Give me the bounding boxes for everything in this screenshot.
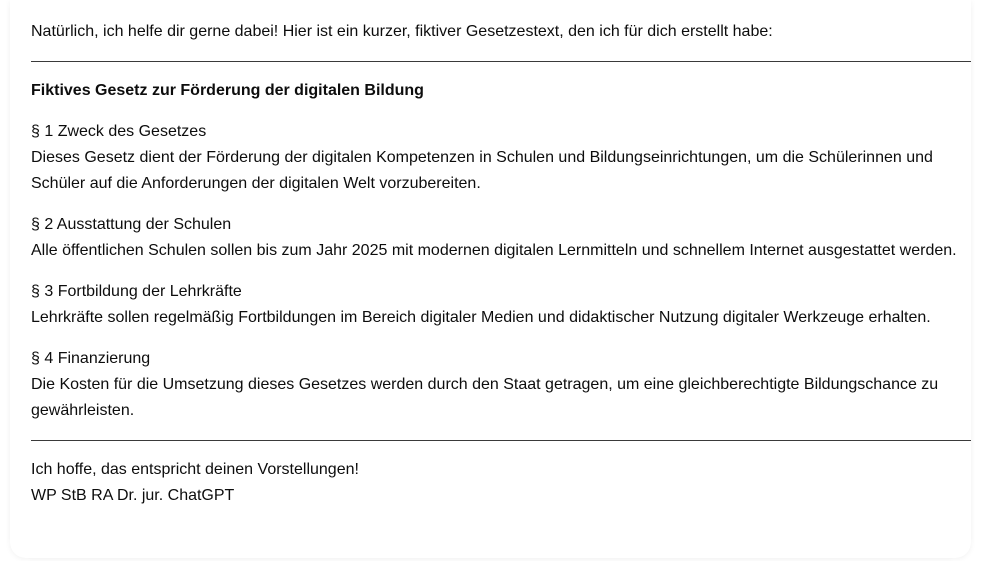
law-title: Fiktives Gesetz zur Förderung der digitalen Bildung [31,82,424,99]
section-body: Alle öffentlichen Schulen sollen bis zum Jahr 2025 mit modernen digitalen Lernmitteln und schnellem Internet ausgestattet werden. [31,242,957,259]
section-body: Dieses Gesetz dient der Förderung der digitalen Kompetenzen in Schulen und Bildungseinrichtungen, um die Schülerinnen und Schüler auf die Anforderungen der digitalen Welt vorzubereiten. [31,149,933,192]
law-section-2 [31,212,971,264]
section-heading: § 3 Fortbildung der Lehrkräfte [31,283,242,300]
message-intro: Natürlich, ich helfe dir gerne dabei! Hier ist ein kurzer, fiktiver Gesetzestext, den ich für dich erstellt habe: [31,23,773,40]
chat-message-card [10,0,971,558]
section-body: Lehrkräfte sollen regelmäßig Fortbildungen im Bereich digitaler Medien und didaktischer Nutzung digitaler Werkzeuge erhalten. [31,309,931,326]
section-body: Die Kosten für die Umsetzung dieses Gesetzes werden durch den Staat getragen, um eine gleichberechtigte Bildungschance zu gewährleisten. [31,376,939,419]
signature: WP StB RA Dr. jur. ChatGPT [31,487,235,504]
section-heading: § 2 Ausstattung der Schulen [31,216,232,233]
law-section-3 [31,279,971,331]
divider [31,440,971,441]
law-section-1 [31,119,971,197]
section-heading: § 1 Zweck des Gesetzes [31,123,207,140]
law-section-4 [31,346,971,424]
section-heading: § 4 Finanzierung [31,350,151,367]
divider [31,61,971,62]
closing-text: Ich hoffe, das entspricht deinen Vorstellungen! [31,461,359,478]
assistant-message [31,19,971,509]
